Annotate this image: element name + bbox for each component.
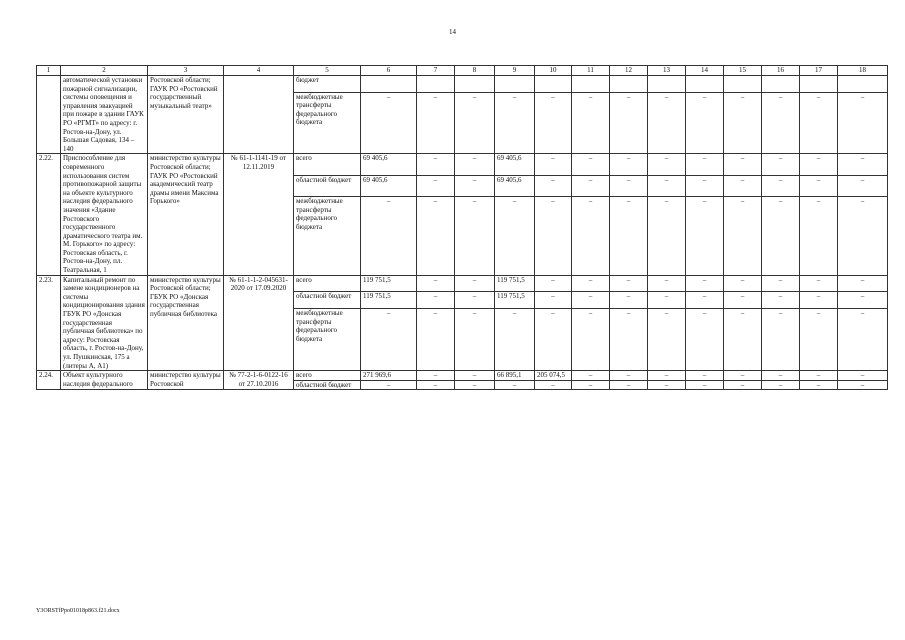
funding-value: –: [686, 380, 724, 390]
funding-value: –: [800, 92, 838, 154]
expertise-conclusion: № 77-2-1-6-0122-16 от 27.10.2016: [224, 371, 294, 390]
funding-value: –: [762, 175, 800, 196]
funding-value: [648, 76, 686, 93]
funding-value: –: [361, 380, 417, 390]
funding-value: –: [838, 92, 888, 154]
funding-value: –: [417, 371, 455, 381]
funding-value: –: [417, 197, 455, 276]
column-header: 2: [61, 66, 148, 76]
funding-value: –: [800, 309, 838, 371]
funding-value: –: [724, 309, 762, 371]
funding-source: межбюджетные трансферты федерального бюджета: [294, 309, 361, 371]
table-header-row: [37, 66, 888, 76]
column-header: 6: [361, 66, 417, 76]
funding-value: –: [572, 275, 610, 292]
funding-value: –: [648, 371, 686, 381]
funding-value: –: [417, 154, 455, 175]
funding-value: 119 751,5: [495, 292, 535, 309]
program-table: [36, 65, 888, 390]
table-row: [37, 76, 888, 93]
funding-value: –: [361, 197, 417, 276]
funding-value: 205 074,5: [535, 371, 572, 381]
column-header: 9: [495, 66, 535, 76]
expertise-conclusion: № 61-1-1-2-045631-2020 от 17.09.2020: [224, 275, 294, 371]
page-number: 14: [449, 28, 456, 36]
column-header: 12: [610, 66, 648, 76]
object-name: Приспособление для современного использования систем противопожарной защиты на объекте культурного наследия федерального значения «Здание Ростовского государственного драматического театра им. М. Горького» по адресу: Ростовская область, г. Ростов-на-Дону, пл. Театральная, 1: [61, 154, 148, 275]
funding-value: –: [838, 380, 888, 390]
executor: Ростовской области; ГАУК РО «Ростовский государственный музыкальный театр»: [148, 76, 224, 154]
funding-value: –: [417, 275, 455, 292]
funding-value: 271 969,6: [361, 371, 417, 381]
funding-source: областной бюджет: [294, 175, 361, 196]
funding-value: –: [838, 154, 888, 175]
funding-value: –: [455, 275, 495, 292]
column-header: 11: [572, 66, 610, 76]
funding-value: –: [572, 92, 610, 154]
column-header: 5: [294, 66, 361, 76]
funding-value: –: [838, 275, 888, 292]
funding-value: [610, 76, 648, 93]
funding-value: –: [572, 154, 610, 175]
funding-value: –: [610, 292, 648, 309]
funding-value: –: [572, 380, 610, 390]
funding-value: 69 405,6: [495, 154, 535, 175]
funding-value: 119 751,5: [361, 275, 417, 292]
column-header: 4: [224, 66, 294, 76]
funding-value: –: [686, 292, 724, 309]
funding-value: –: [800, 175, 838, 196]
funding-source: бюджет: [294, 76, 361, 93]
funding-source: областной бюджет: [294, 292, 361, 309]
executor: министерство культуры Ростовской области; ГБУК РО «Донская государственная публичная библиотека: [148, 275, 224, 371]
funding-value: –: [610, 175, 648, 196]
funding-value: –: [648, 309, 686, 371]
funding-value: –: [762, 154, 800, 175]
funding-value: [724, 76, 762, 93]
funding-source: всего: [294, 154, 361, 175]
funding-value: 66 895,1: [495, 371, 535, 381]
funding-value: 69 405,6: [361, 175, 417, 196]
column-header: 1: [37, 66, 61, 76]
funding-value: –: [495, 197, 535, 276]
funding-source: межбюджетные трансферты федерального бюджета: [294, 197, 361, 276]
funding-value: –: [455, 292, 495, 309]
column-header: 16: [762, 66, 800, 76]
funding-value: –: [724, 175, 762, 196]
column-header: 17: [800, 66, 838, 76]
expertise-conclusion: [224, 76, 294, 154]
funding-value: –: [762, 380, 800, 390]
funding-value: –: [535, 154, 572, 175]
funding-value: –: [800, 154, 838, 175]
funding-source: межбюджетные трансферты федерального бюджета: [294, 92, 361, 154]
funding-value: –: [686, 154, 724, 175]
funding-value: –: [495, 309, 535, 371]
funding-value: [838, 76, 888, 93]
funding-value: –: [417, 175, 455, 196]
funding-value: –: [724, 92, 762, 154]
funding-source: областной бюджет: [294, 380, 361, 390]
funding-value: –: [724, 380, 762, 390]
funding-value: –: [455, 175, 495, 196]
funding-value: [495, 76, 535, 93]
funding-value: –: [455, 197, 495, 276]
funding-value: –: [838, 371, 888, 381]
funding-value: [455, 76, 495, 93]
funding-value: –: [762, 197, 800, 276]
funding-value: –: [495, 92, 535, 154]
funding-value: –: [686, 371, 724, 381]
item-number: 2.23.: [37, 275, 61, 371]
funding-value: –: [648, 197, 686, 276]
funding-value: 119 751,5: [495, 275, 535, 292]
funding-value: –: [724, 154, 762, 175]
funding-value: –: [495, 380, 535, 390]
funding-value: –: [838, 292, 888, 309]
funding-value: –: [648, 154, 686, 175]
funding-value: [417, 76, 455, 93]
funding-value: –: [610, 275, 648, 292]
funding-value: –: [455, 92, 495, 154]
table-row: [37, 371, 888, 381]
funding-value: –: [455, 154, 495, 175]
funding-value: –: [610, 371, 648, 381]
funding-value: –: [610, 92, 648, 154]
item-number: 2.22.: [37, 154, 61, 275]
footer-filename: Y3ORSTfPpo01018p863.f21.docx: [36, 608, 120, 614]
expertise-conclusion: № 61-1-1141-19 от 12.11.2019: [224, 154, 294, 275]
funding-value: [535, 76, 572, 93]
funding-value: –: [762, 371, 800, 381]
funding-value: –: [610, 197, 648, 276]
funding-value: –: [762, 92, 800, 154]
funding-value: –: [762, 292, 800, 309]
funding-value: –: [686, 92, 724, 154]
funding-value: –: [535, 292, 572, 309]
executor: министерство культуры Ростовской области; ГАУК РО «Ростовский академический театр драмы имени Максима Горького»: [148, 154, 224, 275]
funding-source: всего: [294, 275, 361, 292]
funding-value: 69 405,6: [495, 175, 535, 196]
item-number: 2.24.: [37, 371, 61, 390]
table-row: [37, 275, 888, 292]
funding-value: –: [648, 92, 686, 154]
funding-value: –: [800, 275, 838, 292]
funding-value: –: [838, 309, 888, 371]
funding-value: –: [361, 92, 417, 154]
funding-value: –: [724, 371, 762, 381]
column-header: 18: [838, 66, 888, 76]
funding-value: –: [610, 154, 648, 175]
funding-value: –: [417, 292, 455, 309]
funding-value: –: [838, 175, 888, 196]
funding-value: –: [610, 309, 648, 371]
funding-value: [686, 76, 724, 93]
funding-value: –: [648, 292, 686, 309]
funding-value: –: [648, 380, 686, 390]
column-header: 13: [648, 66, 686, 76]
funding-value: –: [535, 380, 572, 390]
funding-value: [762, 76, 800, 93]
executor: министерство культуры Ростовской: [148, 371, 224, 390]
funding-value: –: [572, 292, 610, 309]
column-header: 15: [724, 66, 762, 76]
funding-value: –: [800, 292, 838, 309]
funding-value: –: [572, 197, 610, 276]
funding-value: –: [535, 275, 572, 292]
funding-value: –: [800, 371, 838, 381]
funding-value: –: [535, 92, 572, 154]
funding-value: –: [724, 197, 762, 276]
funding-value: –: [572, 309, 610, 371]
funding-value: 69 405,6: [361, 154, 417, 175]
object-name: автоматической установки пожарной сигнализации, системы оповещения и управления эвакуацией при пожаре в здании ГАУК РО «РГМТ» по адресу: г. Ростов-на-Дону, ул. Большая Садовая, 134 – 140: [61, 76, 148, 154]
funding-value: –: [361, 309, 417, 371]
funding-value: –: [686, 275, 724, 292]
funding-value: –: [838, 197, 888, 276]
funding-value: [800, 76, 838, 93]
funding-value: –: [800, 197, 838, 276]
column-header: 3: [148, 66, 224, 76]
column-header: 10: [535, 66, 572, 76]
item-number: [37, 76, 61, 154]
funding-value: –: [762, 309, 800, 371]
funding-value: –: [417, 309, 455, 371]
funding-source: всего: [294, 371, 361, 381]
funding-value: –: [686, 309, 724, 371]
funding-value: –: [762, 275, 800, 292]
funding-value: –: [535, 197, 572, 276]
object-name: Капитальный ремонт по замене кондиционеров на системы кондиционирования здания ГБУК РО «Донская государственная публичная библиотека» по адресу: Ростовская область, г. Ростов-на-Дону, ул. Пушкинская, 175 а (литеры А, А1): [61, 275, 148, 371]
column-header: 8: [455, 66, 495, 76]
funding-value: –: [417, 380, 455, 390]
funding-value: –: [535, 309, 572, 371]
funding-value: –: [686, 175, 724, 196]
funding-value: –: [724, 275, 762, 292]
funding-value: [572, 76, 610, 93]
funding-value: –: [648, 175, 686, 196]
funding-value: –: [535, 175, 572, 196]
funding-value: –: [610, 380, 648, 390]
funding-value: –: [572, 371, 610, 381]
column-header: 7: [417, 66, 455, 76]
funding-value: –: [455, 380, 495, 390]
column-header: 14: [686, 66, 724, 76]
funding-value: [361, 76, 417, 93]
table-row: [37, 154, 888, 175]
funding-value: –: [686, 197, 724, 276]
funding-value: –: [417, 92, 455, 154]
funding-value: –: [572, 175, 610, 196]
funding-value: –: [648, 275, 686, 292]
funding-value: –: [724, 292, 762, 309]
funding-value: –: [455, 371, 495, 381]
funding-value: –: [455, 309, 495, 371]
funding-value: –: [800, 380, 838, 390]
funding-value: 119 751,5: [361, 292, 417, 309]
object-name: Объект культурного наследия федерального: [61, 371, 148, 390]
